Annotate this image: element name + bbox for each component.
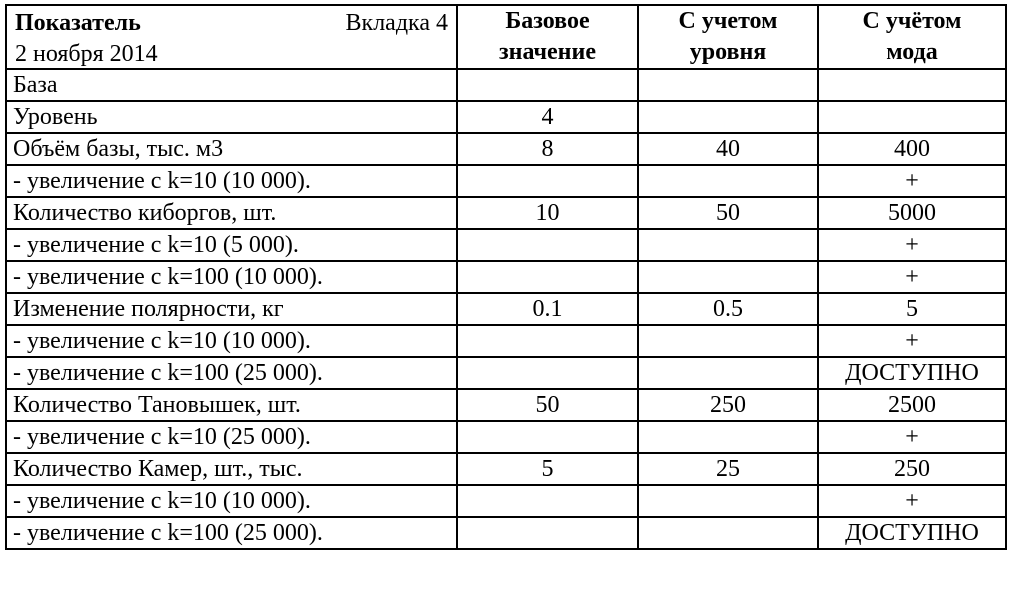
level-value-cell: [638, 357, 818, 389]
table-row: [6, 453, 1006, 485]
row-label: Количество Тановышек, шт.: [6, 389, 457, 421]
mode-value-cell: 400: [818, 133, 1006, 165]
level-value-cell: 50: [638, 197, 818, 229]
table-row: [6, 517, 1006, 549]
mode-value-cell: 5: [818, 293, 1006, 325]
mode-value-header: С учётом мода: [818, 5, 1006, 69]
base-value-cell: 0.1: [457, 293, 638, 325]
table-row: [6, 101, 1006, 133]
level-value-header: С учетом уровня: [638, 5, 818, 69]
table-row: [6, 197, 1006, 229]
table-row: [6, 165, 1006, 197]
indicator-title: Показатель: [15, 10, 141, 36]
mode-value-cell: [818, 69, 1006, 101]
row-label: - увеличение с k=100 (10 000).: [6, 261, 457, 293]
level-value-cell: [638, 229, 818, 261]
level-value-cell: 0.5: [638, 293, 818, 325]
table-row: [6, 229, 1006, 261]
level-value-cell: [638, 485, 818, 517]
base-value-cell: 5: [457, 453, 638, 485]
level-value-cell: [638, 69, 818, 101]
level-value-cell: [638, 325, 818, 357]
level-value-cell: 25: [638, 453, 818, 485]
base-value-cell: 8: [457, 133, 638, 165]
row-label: Изменение полярности, кг: [6, 293, 457, 325]
mode-value-cell: 2500: [818, 389, 1006, 421]
table-row: [6, 389, 1006, 421]
base-value-cell: [457, 421, 638, 453]
base-value-cell: 50: [457, 389, 638, 421]
table-row: [6, 133, 1006, 165]
table-row: [6, 69, 1006, 101]
level-value-cell: 250: [638, 389, 818, 421]
base-value-cell: [457, 325, 638, 357]
base-value-cell: [457, 165, 638, 197]
base-value-cell: [457, 517, 638, 549]
row-label: - увеличение с k=10 (10 000).: [6, 165, 457, 197]
table-row: [6, 261, 1006, 293]
base-value-cell: [457, 485, 638, 517]
row-label: Объём базы, тыс. м3: [6, 133, 457, 165]
base-value-header: Базовое значение: [457, 5, 638, 69]
mode-value-cell: [818, 101, 1006, 133]
row-label: Уровень: [6, 101, 457, 133]
tab-label: Вкладка 4: [345, 10, 448, 36]
mode-value-cell: +: [818, 261, 1006, 293]
base-value-cell: [457, 357, 638, 389]
base-value-cell: 4: [457, 101, 638, 133]
level-value-cell: [638, 165, 818, 197]
base-value-cell: [457, 229, 638, 261]
row-label: - увеличение с k=10 (5 000).: [6, 229, 457, 261]
mode-value-cell: 250: [818, 453, 1006, 485]
table-row: [6, 421, 1006, 453]
mode-value-cell: ДОСТУПНО: [818, 517, 1006, 549]
level-value-cell: [638, 421, 818, 453]
mode-value-cell: +: [818, 229, 1006, 261]
level-value-cell: [638, 101, 818, 133]
level-value-cell: [638, 517, 818, 549]
header-row: [6, 5, 1006, 69]
row-label: Количество киборгов, шт.: [6, 197, 457, 229]
level-value-cell: [638, 261, 818, 293]
level-value-cell: 40: [638, 133, 818, 165]
row-label: Количество Камер, шт., тыс.: [6, 453, 457, 485]
row-label: - увеличение с k=10 (25 000).: [6, 421, 457, 453]
mode-value-cell: +: [818, 485, 1006, 517]
row-label: - увеличение с k=10 (10 000).: [6, 485, 457, 517]
mode-value-cell: +: [818, 421, 1006, 453]
indicator-header: [6, 5, 457, 69]
indicators-table: [5, 4, 1007, 550]
mode-value-cell: 5000: [818, 197, 1006, 229]
table-row: [6, 293, 1006, 325]
base-value-cell: 10: [457, 197, 638, 229]
table-row: [6, 325, 1006, 357]
row-label: - увеличение с k=10 (10 000).: [6, 325, 457, 357]
base-value-cell: [457, 261, 638, 293]
row-label: База: [6, 69, 457, 101]
mode-value-cell: +: [818, 165, 1006, 197]
table-row: [6, 357, 1006, 389]
row-label: - увеличение с k=100 (25 000).: [6, 357, 457, 389]
base-value-cell: [457, 69, 638, 101]
table-body: [6, 69, 1006, 549]
report-date: 2 ноября 2014: [15, 41, 158, 67]
mode-value-cell: +: [818, 325, 1006, 357]
mode-value-cell: ДОСТУПНО: [818, 357, 1006, 389]
table-row: [6, 485, 1006, 517]
row-label: - увеличение с k=100 (25 000).: [6, 517, 457, 549]
